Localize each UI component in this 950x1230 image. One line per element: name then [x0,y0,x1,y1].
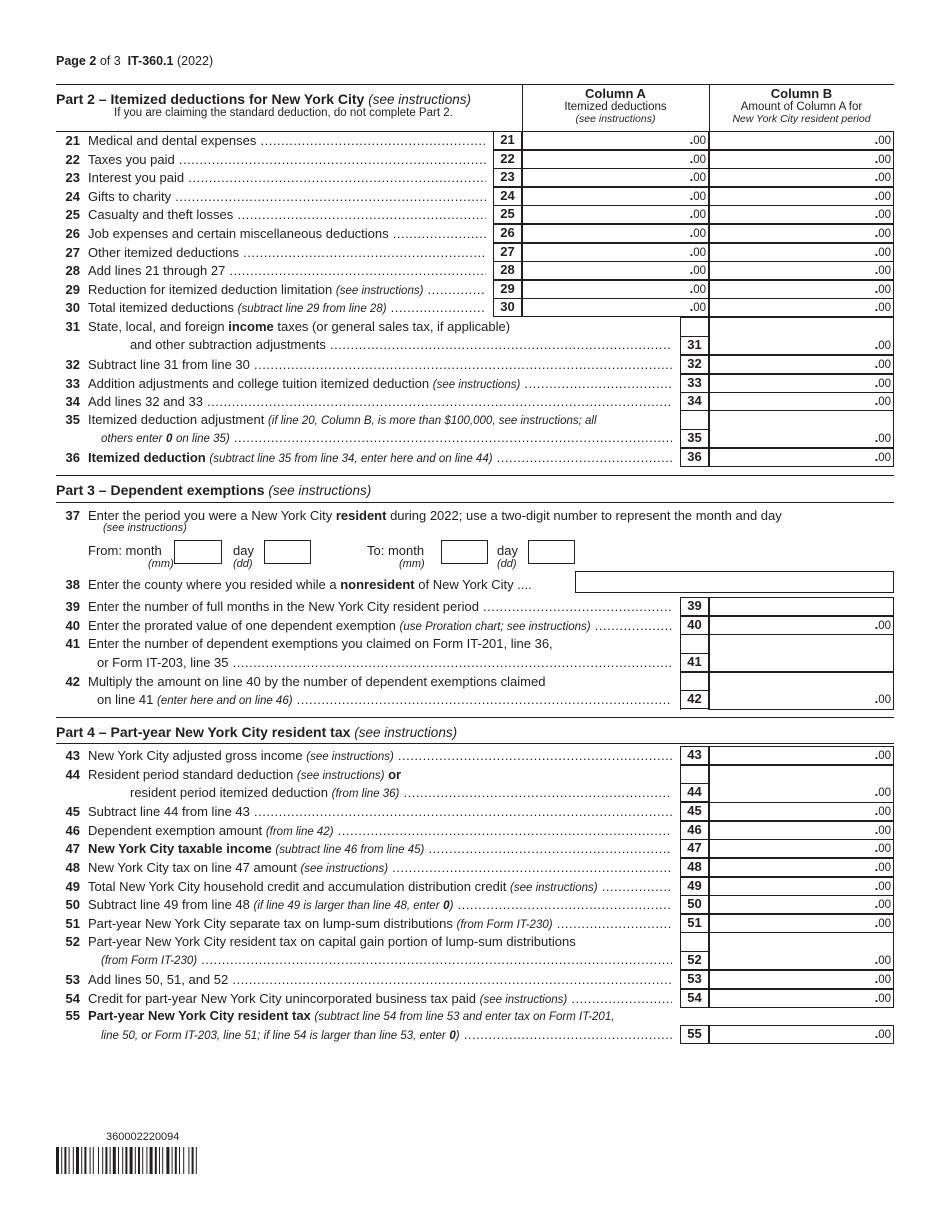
barcode-image [56,1147,238,1174]
line-number-36: 36 [680,448,709,467]
line-number-42: 42 [680,690,709,709]
from-day-format: (dd) [233,558,253,570]
line-number-41: 41 [680,653,709,672]
line-number-25: 25 [493,205,522,224]
line-number-34: 34 [680,392,709,411]
line-50-amount-field[interactable]: . 00 [709,895,894,914]
line-28-column-b-field[interactable]: . 00 [709,261,894,280]
line-number-32: 32 [680,355,709,374]
line-42-amount-field[interactable]: . 00 [709,672,894,710]
part3-title: Part 3 – Dependent exemptions (see instructions) [56,482,372,498]
to-month-input[interactable] [441,540,488,564]
line-number-55: 55 [680,1025,709,1044]
line-28-column-a-field[interactable]: . 00 [522,261,709,280]
line-number-44: 44 [680,783,709,802]
line-34-amount-field[interactable]: . 00 [709,392,894,411]
line-25-column-b-field[interactable]: . 00 [709,205,894,224]
line-44-amount-field[interactable]: . 00 [709,765,894,803]
line-number-33: 33 [680,374,709,393]
line-54-amount-field[interactable]: . 00 [709,989,894,1008]
divider [56,475,894,476]
line-number-27: 27 [493,243,522,262]
column-b-header: Column B Amount of Column A for New York City resident period [732,86,871,125]
line-31-amount-field[interactable]: . 00 [709,317,894,355]
line-53-amount-field[interactable]: . 00 [709,970,894,989]
line-number-53: 53 [680,970,709,989]
line-32-amount-field[interactable]: . 00 [709,355,894,374]
line-26-column-a-field[interactable]: . 00 [522,224,709,243]
divider [56,717,894,718]
line-51-amount-field[interactable]: . 00 [709,914,894,933]
to-day-format: (dd) [497,558,517,570]
line-number-22: 22 [493,150,522,169]
line-22-column-a-field[interactable]: . 00 [522,150,709,169]
line-number-28: 28 [493,261,522,280]
to-month-label: To: month [367,543,425,558]
line-25-column-a-field[interactable]: . 00 [522,205,709,224]
line-number-54: 54 [680,989,709,1008]
line-22-column-b-field[interactable]: . 00 [709,150,894,169]
divider [56,743,894,744]
line-48-amount-field[interactable]: . 00 [709,858,894,877]
line-24-column-b-field[interactable]: . 00 [709,187,894,206]
line-29-column-b-field[interactable]: . 00 [709,280,894,299]
line-37-note: (see instructions) [103,522,187,534]
line-number-46: 46 [680,821,709,840]
line-number-29: 29 [493,280,522,299]
line-21-column-b-field[interactable]: . 00 [709,131,894,150]
part2-title: Part 2 – Itemized deductions for New York City (see instructions) [56,91,472,107]
line-33-amount-field[interactable]: . 00 [709,374,894,393]
from-day-label: day [233,543,254,558]
line-number-30: 30 [493,298,522,317]
line-number-52: 52 [680,951,709,970]
line-27-column-b-field[interactable]: . 00 [709,243,894,262]
to-month-format: (mm) [399,558,425,570]
line-number-39: 39 [680,597,709,616]
line-number-50: 50 [680,895,709,914]
line-35-amount-field[interactable]: . 00 [709,410,894,448]
divider [56,502,894,503]
line-number-35: 35 [680,429,709,448]
line-23-column-a-field[interactable]: . 00 [522,168,709,187]
line-29-column-a-field[interactable]: . 00 [522,280,709,299]
line-number-26: 26 [493,224,522,243]
line-41-input[interactable] [709,634,894,672]
line-number-51: 51 [680,914,709,933]
from-month-format: (mm) [148,558,174,570]
line-24-column-a-field[interactable]: . 00 [522,187,709,206]
line-number-49: 49 [680,877,709,896]
from-day-input[interactable] [264,540,311,564]
line-49-amount-field[interactable]: . 00 [709,877,894,896]
line-39-input[interactable] [709,597,894,616]
county-input[interactable] [575,571,894,593]
line-number-23: 23 [493,168,522,187]
line-number-24: 24 [493,187,522,206]
line-52-amount-field[interactable]: . 00 [709,932,894,970]
line-30-column-a-field[interactable]: . 00 [522,298,709,317]
line-47-amount-field[interactable]: . 00 [709,839,894,858]
line-46-amount-field[interactable]: . 00 [709,821,894,840]
line-number-21: 21 [493,131,522,150]
line-27-column-a-field[interactable]: . 00 [522,243,709,262]
part4-title: Part 4 – Part-year New York City resident tax (see instructions) [56,724,458,740]
line-number-48: 48 [680,858,709,877]
line-number-45: 45 [680,802,709,821]
line-43-amount-field[interactable]: . 00 [709,746,894,765]
line-21-column-a-field[interactable]: . 00 [522,131,709,150]
line-number-43: 43 [680,746,709,765]
line-45-amount-field[interactable]: . 00 [709,802,894,821]
line-number-40: 40 [680,616,709,635]
line-55-amount-field[interactable]: . 00 [709,1025,894,1044]
line-36-amount-field[interactable]: . 00 [709,448,894,467]
page-header: Page 2 of 3 IT-360.1 (2022) [56,54,214,68]
part2-subtitle: If you are claiming the standard deduction, do not complete Part 2. [114,107,453,119]
column-a-header: Column A Itemized deductions (see instructions) [564,86,667,125]
barcode-number: 360002220094 [106,1131,180,1143]
from-month-label: From: month [88,543,162,558]
to-day-label: day [497,543,518,558]
to-day-input[interactable] [528,540,575,564]
line-23-column-b-field[interactable]: . 00 [709,168,894,187]
line-26-column-b-field[interactable]: . 00 [709,224,894,243]
line-number-31: 31 [680,336,709,355]
line-40-amount-field[interactable]: . 00 [709,616,894,635]
from-month-input[interactable] [174,540,222,564]
line-number-47: 47 [680,839,709,858]
line-30-column-b-field[interactable]: . 00 [709,298,894,317]
